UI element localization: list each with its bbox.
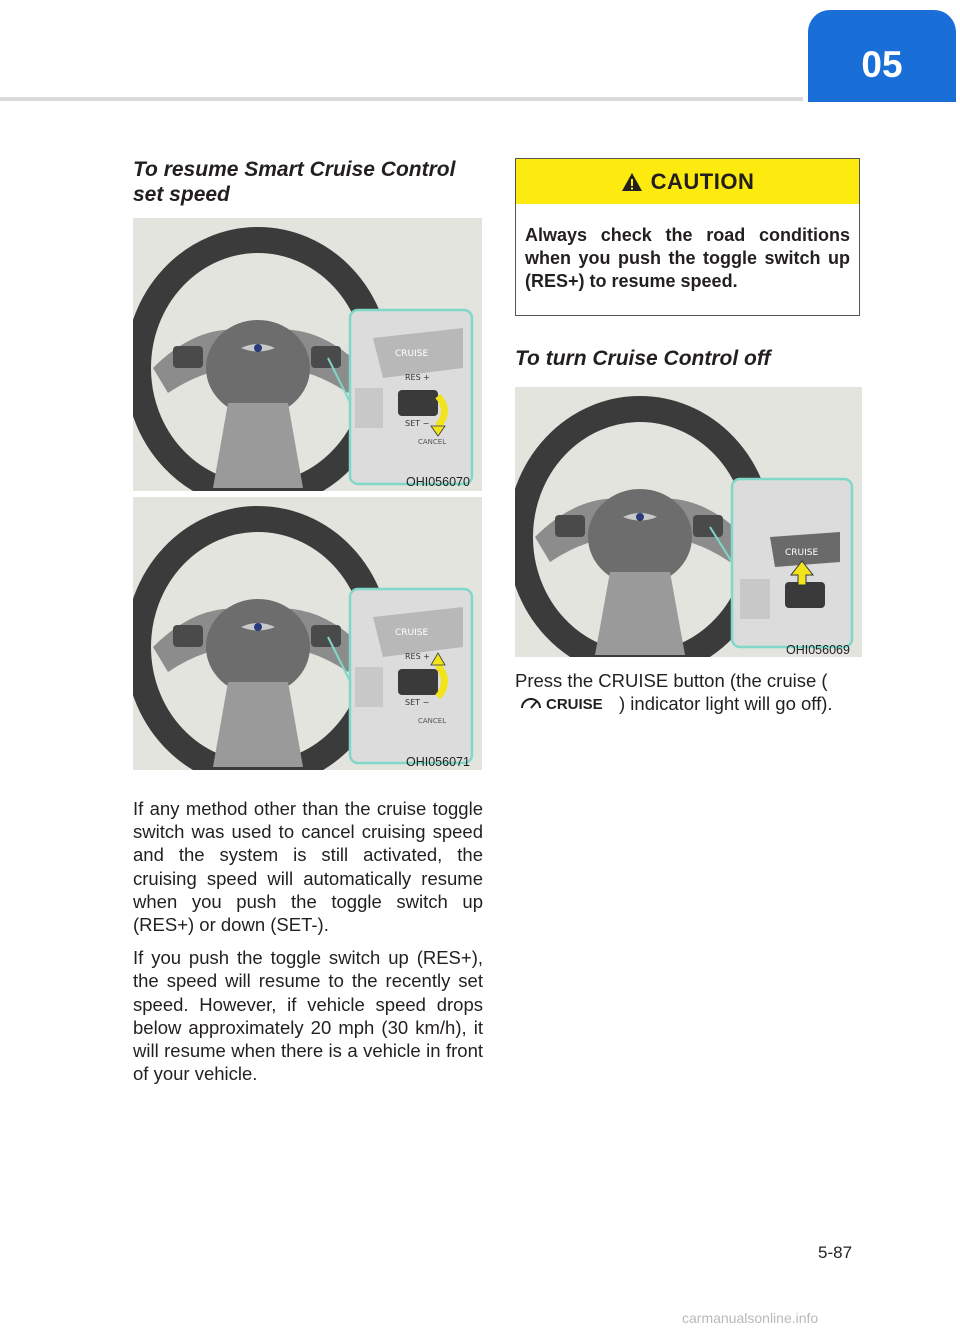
chapter-tab [808,10,956,102]
label-res-1: RES + [405,373,430,382]
warning-triangle-icon [621,172,643,192]
right-body [515,669,865,719]
left-body [133,797,483,1085]
label-set-1: SET − [405,419,430,428]
label-set-2: SET − [405,698,430,707]
switch-callout-set [328,589,472,763]
steering-wheel-figure-res [133,218,482,491]
figure-code-3: OHI056069 [786,643,850,657]
section-title-off: To turn Cruise Control off [515,347,771,370]
label-cruise-2: CRUISE [395,628,429,638]
switch-callout-res [328,310,472,484]
caution-text: Always check the road conditions when you push the toggle switch up (RES+) to resume speed. [525,225,850,291]
chapter-number: 05 [861,44,903,85]
caution-box [515,158,860,316]
page-number: 5-87 [818,1243,853,1262]
cruise-off-text-after: ) indicator light will go off). [619,693,833,715]
cruise-off-paragraph [515,669,865,719]
cruise-off-text-before: Press the CRUISE button (the cruise ( [515,670,828,691]
right-section-heading [515,346,865,371]
steering-wheel-illustration [520,409,760,657]
figure-code-2: OHI056071 [406,755,470,769]
label-cruise-1: CRUISE [395,349,429,359]
switch-callout-cruise [710,479,852,647]
figure-code-1: OHI056070 [406,475,470,489]
cruise-indicator [519,692,615,719]
label-cancel-1: CANCEL [418,438,447,446]
left-section-heading [133,157,483,207]
cruise-indicator-label: CRUISE [546,696,603,714]
steering-wheel-figure-cruise [515,387,862,657]
paragraph-2: If you push the toggle switch up (RES+), the speed will resume to the recently set speed. However, if vehicle speed drops below approximately 20 mph (30 km/h), it will resume when there is a vehicle in front of your vehicle. [133,947,483,1085]
steering-wheel-figure-set [133,497,482,770]
caution-header [516,159,859,204]
label-cancel-2: CANCEL [418,717,447,725]
cruise-indicator-icon [519,692,615,714]
label-res-2: RES + [405,652,430,661]
steering-wheel-illustration [138,240,378,491]
section-title-resume: To resume Smart Cruise Control set speed [133,158,456,206]
paragraph-1: If any method other than the cruise toggle switch was used to cancel cruising speed and the system is still activated, the cruising speed will automatically resume when you push the toggle switch up (RES+) or down (SET-). [133,798,483,936]
steering-wheel-illustration [138,519,378,770]
label-cruise-3: CRUISE [785,548,819,558]
header-rule [0,97,803,101]
caution-title: CAUTION [650,168,755,194]
watermark: carmanualsonline.info [682,1310,819,1326]
